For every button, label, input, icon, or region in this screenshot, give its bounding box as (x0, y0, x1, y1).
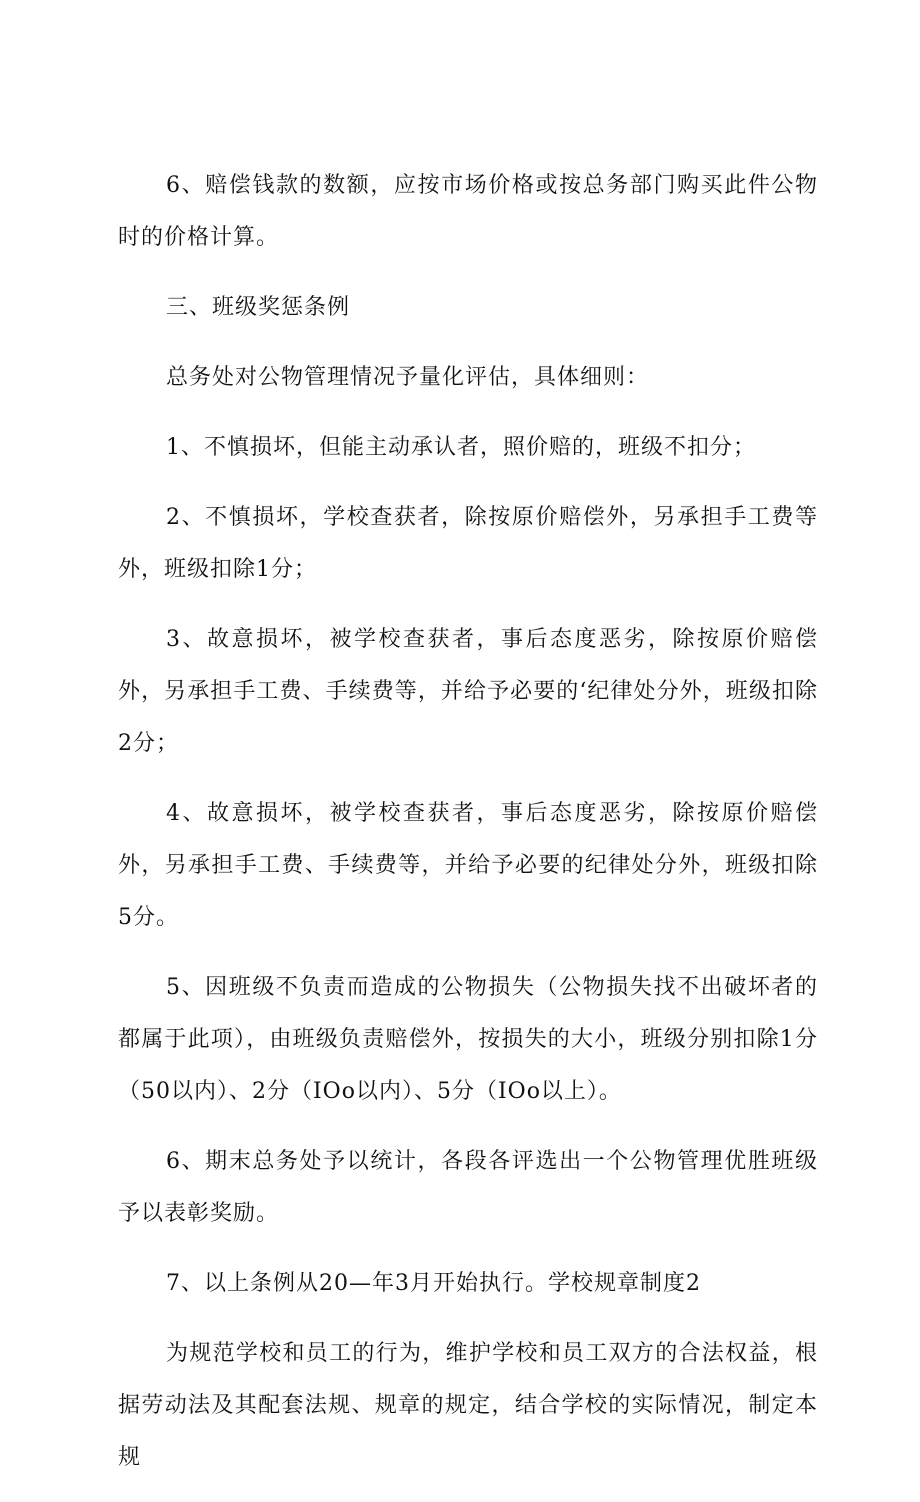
paragraph-assessment-intro: 总务处对公物管理情况予量化评估，具体细则： (166, 365, 650, 390)
paragraph-compensation-amount: 6、赔偿钱款的数额，应按市场价格或按总务部门购买此件公物时的价格计算。 (118, 173, 818, 250)
rule-item-5: 5、因班级不负责而造成的公物损失（公物损失找不出破坏者的都属于此项），由班级负责赔偿外，按损失的大小，班级分别扣除1分（50以内）、2分（IOo以内）、5分（IOo以上）。 (118, 975, 818, 1104)
rule-item-6: 6、期末总务处予以统计，各段各评选出一个公物管理优胜班级予以表彰奖励。 (118, 1149, 818, 1226)
section-heading-class-rewards: 三、班级奖惩条例 (166, 295, 351, 320)
rule-item-1: 1、不慎损坏，但能主动承认者，照价赔的，班级不扣分； (166, 435, 756, 460)
paragraph-regulations-intro: 为规范学校和员工的行为，维护学校和员工双方的合法权益，根据劳动法及其配套法规、规章的规定，结合学校的实际情况，制定本规 (118, 1341, 818, 1470)
rule-item-7: 7、以上条例从20—年3月开始执行。学校规章制度2 (166, 1271, 701, 1296)
rule-item-4: 4、故意损坏，被学校查获者，事后态度恶劣，除按原价赔偿外，另承担手工费、手续费等，并给予必要的纪律处分外，班级扣除5分。 (118, 801, 818, 930)
rule-item-3: 3、故意损坏，被学校查获者，事后态度恶劣，除按原价赔偿外，另承担手工费、手续费等，并给予必要的‘纪律处分外，班级扣除2分； (118, 627, 818, 756)
rule-item-2: 2、不慎损坏，学校查获者，除按原价赔偿外，另承担手工费等外，班级扣除1分； (118, 505, 818, 582)
